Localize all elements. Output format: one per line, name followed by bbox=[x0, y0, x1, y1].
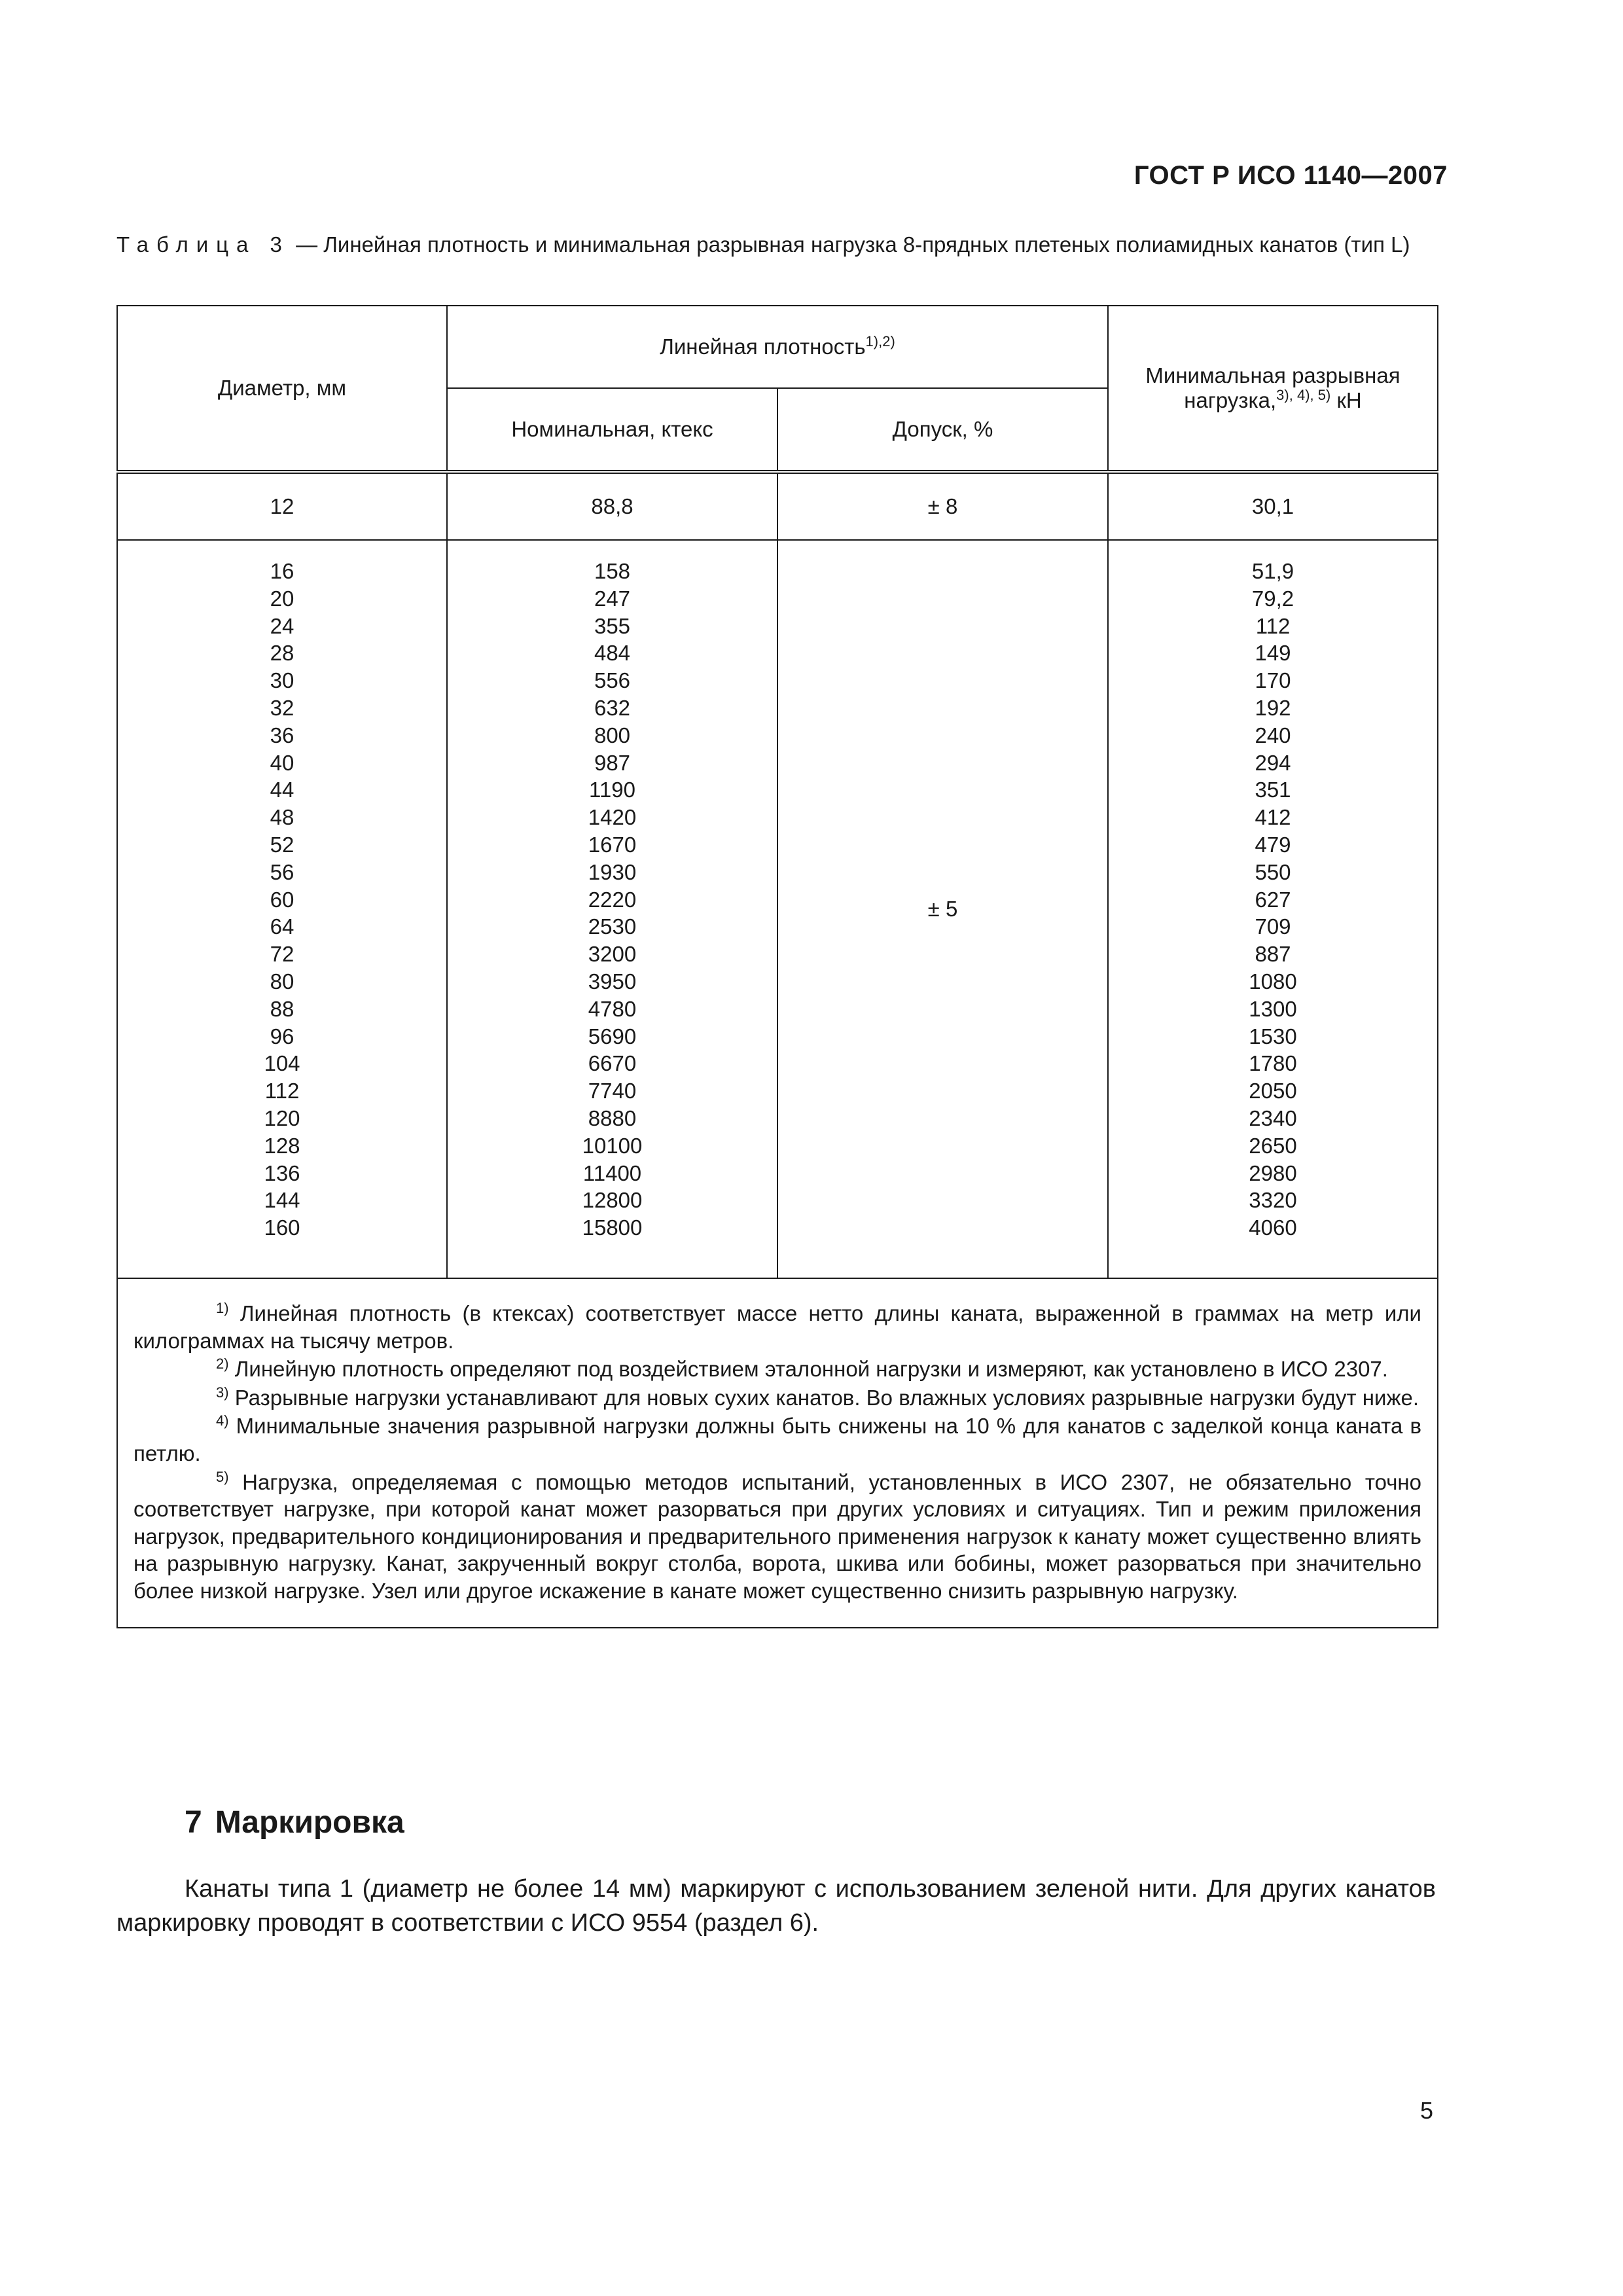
diameter-value: 48 bbox=[270, 805, 294, 830]
nominal-value: 10100 bbox=[582, 1133, 643, 1158]
diameter-value: 120 bbox=[264, 1105, 300, 1130]
tolerance-group-cell: ± 5 bbox=[777, 540, 1108, 1278]
diameter-value: 36 bbox=[270, 723, 294, 747]
diameter-value: 64 bbox=[270, 914, 294, 939]
nominal-value: 11400 bbox=[582, 1160, 642, 1185]
table-caption bbox=[116, 230, 1436, 259]
diameter-value: 72 bbox=[270, 942, 294, 967]
min-load-value: 3320 bbox=[1249, 1188, 1297, 1213]
diameter-value: 144 bbox=[264, 1188, 300, 1213]
nominal-value: 2530 bbox=[588, 914, 637, 939]
min-load-value: 627 bbox=[1255, 887, 1291, 912]
nominal-value: 6670 bbox=[588, 1051, 637, 1076]
header-linear-density-footnote-mark: 1),2) bbox=[865, 333, 895, 350]
nominal-value: 556 bbox=[594, 668, 631, 693]
nominal-value: 987 bbox=[594, 750, 631, 775]
footnote-mark: 4) bbox=[216, 1412, 229, 1429]
min-load-value: 192 bbox=[1255, 695, 1291, 720]
footnote bbox=[134, 1469, 1421, 1605]
diameter-value: 60 bbox=[270, 887, 294, 912]
footnote-text: Линейную плотность определяют под воздействием эталонной нагрузки и измеряют, как установлено в ИСО 2307. bbox=[228, 1357, 1388, 1382]
cell-tolerance: ± 8 bbox=[777, 472, 1108, 540]
min-load-value: 112 bbox=[1255, 613, 1291, 638]
section-number: 7 bbox=[185, 1805, 202, 1840]
min-load-value: 294 bbox=[1255, 750, 1291, 775]
nominal-value: 1670 bbox=[588, 832, 637, 857]
header-min-load-footnote-mark: 3), 4), 5) bbox=[1276, 387, 1331, 403]
header-linear-density-label: Линейная плотность bbox=[660, 334, 866, 359]
diameter-value: 30 bbox=[270, 668, 294, 693]
diameter-value: 40 bbox=[270, 750, 294, 775]
nominal-value: 1420 bbox=[588, 805, 637, 830]
min-load-value: 51,9 bbox=[1251, 559, 1294, 583]
nominal-value: 355 bbox=[594, 613, 631, 638]
table-caption-label: Таблица 3 bbox=[116, 232, 290, 257]
diameter-value: 20 bbox=[270, 586, 294, 611]
nominal-value: 7740 bbox=[588, 1079, 637, 1103]
footnote-mark: 3) bbox=[216, 1384, 229, 1401]
footnote-text: Разрывные нагрузки устанавливают для новых сухих канатов. Во влажных условиях разрывные нагрузки будут ниже. bbox=[228, 1385, 1419, 1410]
nominal-value: 3200 bbox=[588, 942, 637, 967]
cell-nominal: 88,8 bbox=[447, 472, 777, 540]
min-load-value: 1530 bbox=[1249, 1024, 1297, 1049]
footnote-text: Минимальные значения разрывной нагрузки должны быть снижены на 10 % для канатов с заделкой конца каната в петлю. bbox=[134, 1414, 1421, 1465]
footnote-mark: 1) bbox=[216, 1300, 229, 1316]
diameter-value: 52 bbox=[270, 832, 294, 857]
diameter-value: 44 bbox=[270, 778, 294, 802]
page-number: 5 bbox=[1419, 2097, 1433, 2124]
data-table bbox=[116, 305, 1438, 1628]
header-tolerance: Допуск, % bbox=[777, 388, 1108, 472]
nominal-value: 4780 bbox=[588, 996, 637, 1021]
footnote bbox=[134, 1412, 1421, 1467]
min-load-value: 1780 bbox=[1249, 1051, 1297, 1076]
diameter-value: 16 bbox=[270, 559, 294, 583]
header-min-load-line1: Минимальная разрывная bbox=[1145, 363, 1400, 387]
min-load-value: 2650 bbox=[1249, 1133, 1297, 1158]
section-title: Маркировка bbox=[215, 1805, 404, 1840]
footnote bbox=[134, 1355, 1421, 1383]
nominal-value: 800 bbox=[594, 723, 631, 747]
footnote bbox=[134, 1384, 1421, 1412]
nominal-value: 12800 bbox=[582, 1188, 643, 1213]
diameter-column bbox=[117, 540, 447, 1278]
nominal-value: 15800 bbox=[582, 1215, 643, 1240]
section-heading bbox=[185, 1804, 404, 1840]
nominal-value: 8880 bbox=[588, 1105, 637, 1130]
table-row-group bbox=[117, 540, 1438, 1278]
table-notes bbox=[117, 1278, 1438, 1628]
cell-diameter: 12 bbox=[117, 472, 447, 540]
standard-code: ГОСТ Р ИСО 1140—2007 bbox=[1133, 161, 1448, 190]
diameter-value: 96 bbox=[270, 1024, 294, 1049]
diameter-value: 112 bbox=[264, 1079, 300, 1103]
min-load-value: 2050 bbox=[1249, 1079, 1297, 1103]
nominal-value: 5690 bbox=[588, 1024, 637, 1049]
diameter-value: 56 bbox=[270, 859, 294, 884]
min-load-value: 550 bbox=[1255, 859, 1291, 884]
header-min-load-line2: нагрузка,$^{3), 4), 5)}$ кН bbox=[1184, 387, 1362, 412]
min-load-value: 1080 bbox=[1249, 969, 1297, 994]
nominal-value: 158 bbox=[594, 559, 631, 583]
min-load-value: 2980 bbox=[1249, 1160, 1297, 1185]
nominal-value: 3950 bbox=[588, 969, 637, 994]
min-load-value: 240 bbox=[1255, 723, 1291, 747]
min-load-value: 887 bbox=[1255, 942, 1291, 967]
diameter-value: 128 bbox=[264, 1133, 300, 1158]
nominal-value: 2220 bbox=[588, 887, 637, 912]
footnote-mark: 5) bbox=[216, 1468, 229, 1485]
min-load-value: 1300 bbox=[1249, 996, 1297, 1021]
cell-min-load: 30,1 bbox=[1108, 472, 1438, 540]
diameter-value: 136 bbox=[264, 1160, 300, 1185]
footnote-mark: 2) bbox=[216, 1355, 229, 1372]
min-load-value: 479 bbox=[1255, 832, 1291, 857]
diameter-value: 104 bbox=[264, 1051, 300, 1076]
nominal-column bbox=[447, 540, 777, 1278]
nominal-value: 1930 bbox=[588, 859, 637, 884]
min-load-value: 351 bbox=[1255, 778, 1291, 802]
header-nominal: Номинальная, ктекс bbox=[447, 388, 777, 472]
diameter-value: 88 bbox=[270, 996, 294, 1021]
diameter-value: 160 bbox=[264, 1215, 300, 1240]
diameter-value: 80 bbox=[270, 969, 294, 994]
nominal-value: 247 bbox=[594, 586, 631, 611]
section-body: Канаты типа 1 (диаметр не более 14 мм) маркируют с использованием зеленой нити. Для других канатов маркировку проводят в соответствии с ИСО 9554 (раздел 6). bbox=[116, 1875, 1436, 1937]
header-row bbox=[117, 306, 1438, 388]
nominal-value: 632 bbox=[594, 695, 631, 720]
header-min-load bbox=[1108, 306, 1438, 472]
footnote-text: Нагрузка, определяемая с помощью методов испытаний, установленных в ИСО 2307, не обязательно точно соответствует нагрузке, при которой канат может разорваться при других условиях и ситуациях. Тип и режим приложения нагрузок, предварительного кондиционирования и предварительного применения нагрузок к канату может существенно влиять на разрывную нагрузку. Канат, закрученный вокруг столба, ворота, шкива или бобины, может разорваться при значительно более низкой нагрузке. Узел или другое искажение в канате может существенно снизить разрывную нагрузку. bbox=[134, 1469, 1421, 1603]
diameter-value: 28 bbox=[270, 641, 294, 666]
min-load-value: 79,2 bbox=[1251, 586, 1294, 611]
min-load-value: 709 bbox=[1255, 914, 1291, 939]
min-load-value: 149 bbox=[1255, 641, 1291, 666]
header-linear-density bbox=[447, 306, 1108, 388]
diameter-value: 32 bbox=[270, 695, 294, 720]
nominal-value: 1190 bbox=[589, 778, 635, 802]
footnote-text: Линейная плотность (в ктексах) соответствует массе нетто длины каната, выраженной в граммах на метр или килограммах на тысячу метров. bbox=[134, 1301, 1421, 1353]
table-caption-text: — Линейная плотность и минимальная разрывная нагрузка 8-прядных плетеных полиамидных канатов (тип L) bbox=[296, 232, 1410, 257]
min-load-value: 2340 bbox=[1249, 1105, 1297, 1130]
diameter-value: 24 bbox=[270, 613, 294, 638]
min-load-column bbox=[1108, 540, 1438, 1278]
header-diameter: Диаметр, мм bbox=[117, 306, 447, 472]
footnote bbox=[134, 1300, 1421, 1354]
nominal-value: 484 bbox=[594, 641, 631, 666]
min-load-value: 4060 bbox=[1249, 1215, 1297, 1240]
table-row bbox=[117, 472, 1438, 540]
min-load-value: 412 bbox=[1255, 805, 1291, 830]
notes-row bbox=[117, 1278, 1438, 1628]
min-load-value: 170 bbox=[1255, 668, 1291, 693]
